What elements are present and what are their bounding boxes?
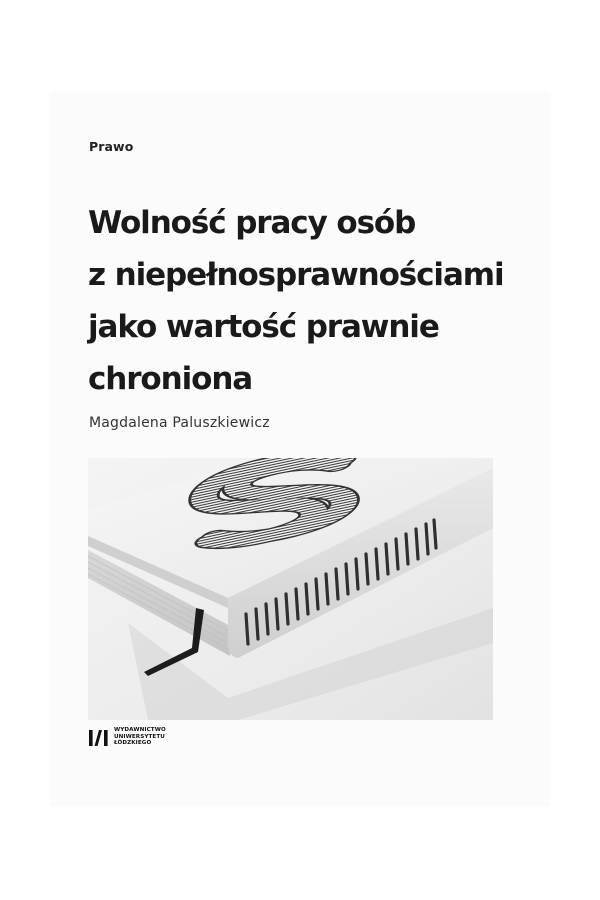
publisher-line: WYDAWNICTWO — [114, 727, 166, 734]
title-line: jako wartość prawnie — [88, 309, 439, 345]
title-line: Wolność pracy osób — [88, 205, 416, 241]
publisher-logo — [88, 726, 166, 748]
publisher-name — [114, 727, 166, 746]
publisher-logo-icon — [88, 726, 110, 748]
book-cover — [50, 93, 550, 805]
author-name: Magdalena Paluszkiewicz — [89, 415, 270, 431]
title-line: chroniona — [88, 361, 253, 397]
series-label: Prawo — [89, 139, 134, 154]
publisher-line: ŁÓDZKIEGO — [114, 740, 152, 747]
title-line: z niepełnosprawnościami — [88, 257, 504, 293]
publisher-line: UNIWERSYTETU — [114, 733, 165, 740]
cover-illustration — [88, 458, 493, 720]
book-title — [88, 197, 528, 405]
